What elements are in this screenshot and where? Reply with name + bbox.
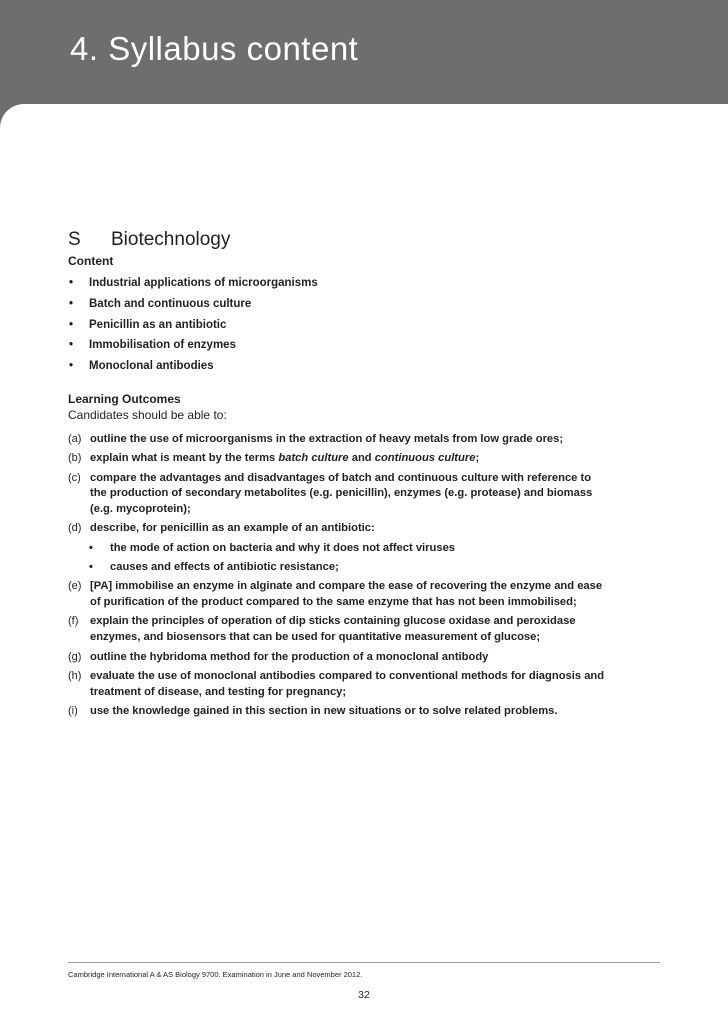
outcome-i: [68, 704, 668, 720]
outcome-marker: (i): [68, 704, 78, 717]
bullet: •: [69, 339, 74, 352]
page-number: 32: [358, 989, 370, 1001]
outcome-g: [68, 650, 668, 666]
outcome-marker: (h): [68, 669, 82, 682]
outcome-marker: (f): [68, 615, 79, 628]
learning-outcomes-list: [68, 432, 668, 723]
outcome-marker: (d): [68, 522, 82, 535]
outcome-text: use the knowledge gained in this section in new situations or to solve related problems.: [90, 704, 558, 717]
bullet: •: [89, 541, 93, 554]
outcome-text: describe, for penicillin as an example of an antibiotic:: [90, 522, 375, 535]
outcome-e: (e) [PA] immobilise an enzyme in alginate and compare the ease of recovering the enzyme and ease of purification of the product compared to the same enzyme that has not been immobilised;: [68, 580, 603, 609]
learning-outcomes-intro: Candidates should be able to:: [68, 408, 227, 422]
outcome-marker: (b): [68, 452, 82, 465]
outcome-marker: (c): [68, 471, 81, 484]
outcome-f: (f) explain the principles of operation of dip sticks containing glucose oxidase and peroxidase enzymes, and biosensors that can be used for quantitative measurement of glucose;: [68, 615, 576, 644]
list-item: • Batch and continuous culture: [69, 297, 252, 310]
outcome-text: outline the hybridoma method for the production of a monoclonal antibody: [90, 650, 489, 663]
outcome-marker: (g): [68, 650, 82, 663]
term-batch-culture: batch culture: [278, 452, 349, 465]
bullet: •: [69, 277, 74, 289]
bullet: •: [89, 561, 93, 574]
footer-divider: [68, 962, 660, 963]
outcome-marker: (e): [68, 580, 82, 593]
page-title: 4. Syllabus content: [70, 30, 359, 67]
content-list: [68, 276, 318, 380]
outcome-c: (c) compare the advantages and disadvantages of batch and continuous culture with reference to the production of secondary metabolites (e.g. penicillin), enzymes (e.g. protease) and biomass (e.g. mycoprotein);: [68, 471, 593, 516]
list-item: • Industrial applications of microorganisms: [69, 277, 318, 289]
footer-text: Cambridge International A & AS Biology 9700. Examination in June and November 2012.: [68, 970, 363, 979]
section-title: Biotechnology: [111, 229, 231, 250]
sub-bullet-item: • causes and effects of antibiotic resistance;: [68, 560, 668, 576]
outcome-b: (b) explain what is meant by the terms batch culture and continuous culture;: [68, 451, 668, 467]
bullet: •: [69, 318, 74, 331]
header-banner: [0, 0, 728, 104]
bullet: •: [69, 360, 74, 373]
outcome-d: [68, 521, 668, 537]
outcome-a: [68, 432, 668, 448]
header-curve: [0, 104, 24, 128]
list-item: • Immobilisation of enzymes: [69, 339, 236, 352]
outcome-text: outline the use of microorganisms in the extraction of heavy metals from low grade ores;: [90, 433, 564, 445]
outcome-marker: (a): [68, 433, 82, 445]
bullet: •: [69, 297, 74, 310]
content-label: Content: [68, 254, 114, 268]
section-heading: [68, 229, 230, 251]
sub-bullet-item: • the mode of action on bacteria and why it does not affect viruses: [68, 541, 668, 557]
list-item: • Penicillin as an antibiotic: [69, 318, 227, 331]
list-item: • Monoclonal antibodies: [69, 360, 214, 373]
learning-outcomes-heading: Learning Outcomes: [68, 392, 181, 406]
outcome-h: (h) evaluate the use of monoclonal antibodies compared to conventional methods for diagnosis and treatment of disease, and testing for pregnancy;: [68, 669, 605, 698]
section-letter: S: [68, 229, 81, 250]
term-continuous-culture: continuous culture: [374, 452, 476, 465]
